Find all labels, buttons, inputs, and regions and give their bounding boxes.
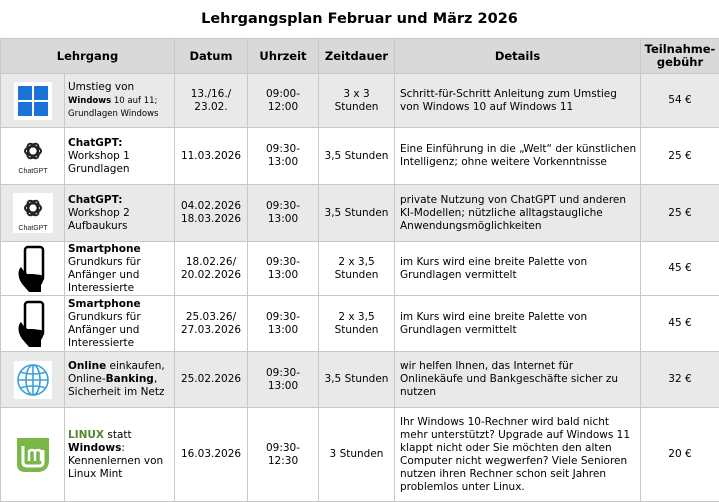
row-icon-cell <box>1 74 65 128</box>
course-name: Smartphone Grundkurs für Anfänger und Interessierte <box>65 242 175 296</box>
course-date: 04.02.2026 18.03.2026 <box>175 185 248 242</box>
course-time: 09:00-12:00 <box>248 74 319 128</box>
table-row <box>1 296 719 352</box>
course-duration: 3,5 Stunden <box>319 128 395 185</box>
course-fee: 54 € <box>641 74 719 128</box>
table-row <box>1 128 719 185</box>
course-details: Eine Einführung in die „Welt“ der künstlichen Intelligenz; ohne weitere Vorkenntnisse <box>395 128 641 185</box>
row-icon-cell <box>1 352 65 408</box>
smartphone-hand-icon <box>13 245 53 293</box>
row-icon-cell <box>1 296 65 352</box>
course-time: 09:30-13:00 <box>248 128 319 185</box>
table-row <box>1 74 719 128</box>
course-fee: 32 € <box>641 352 719 408</box>
course-date: 25.02.2026 <box>175 352 248 408</box>
course-fee: 25 € <box>641 185 719 242</box>
chatgpt-icon-label: ChatGPT <box>18 225 48 232</box>
course-time: 09:30-13:00 <box>248 242 319 296</box>
chatgpt-logo-icon <box>13 193 53 233</box>
row-icon-cell <box>1 128 65 185</box>
course-fee: 20 € <box>641 408 719 502</box>
course-date: 16.03.2026 <box>175 408 248 502</box>
table-row <box>1 408 719 502</box>
course-details: im Kurs wird eine breite Palette von Grundlagen vermittelt <box>395 242 641 296</box>
course-details: wir helfen Ihnen, das Internet für Onlinekäufe und Bankgeschäfte sicher zu nutzen <box>395 352 641 408</box>
course-details: Ihr Windows 10-Rechner wird bald nicht mehr unterstützt? Upgrade auf Windows 11 klappt nicht oder Sie möchten den alten Computer nicht wegwerfen? Viele Senioren nutzen ihren Rechner schon seit Jahren problemlos unter Linux. <box>395 408 641 502</box>
course-date: 25.03.26/ 27.03.2026 <box>175 296 248 352</box>
page-title: Lehrgangsplan Februar und März 2026 <box>0 0 719 38</box>
header-time: Uhrzeit <box>248 39 319 74</box>
header-duration: Zeitdauer <box>319 39 395 74</box>
table-row <box>1 185 719 242</box>
course-fee: 25 € <box>641 128 719 185</box>
row-icon-cell <box>1 408 65 502</box>
table-row <box>1 352 719 408</box>
course-date: 11.03.2026 <box>175 128 248 185</box>
header-fee: Teilnahme- gebühr <box>641 39 719 74</box>
course-duration: 2 x 3,5 Stunden <box>319 296 395 352</box>
chatgpt-logo-icon <box>13 136 53 176</box>
course-fee: 45 € <box>641 242 719 296</box>
course-name: LINUX statt Windows: Kennenlernen von Linux Mint <box>65 408 175 502</box>
course-table <box>0 38 719 502</box>
course-duration: 3 x 3 Stunden <box>319 74 395 128</box>
course-name: ChatGPT: Workshop 1 Grundlagen <box>65 128 175 185</box>
header-details: Details <box>395 39 641 74</box>
course-duration: 3,5 Stunden <box>319 185 395 242</box>
course-time: 09:30-13:00 <box>248 352 319 408</box>
course-name: Umstieg von Windows 10 auf 11; Grundlagen Windows <box>65 74 175 128</box>
course-date: 18.02.26/ 20.02.2026 <box>175 242 248 296</box>
row-icon-cell <box>1 185 65 242</box>
header-course: Lehrgang <box>1 39 175 74</box>
row-icon-cell <box>1 242 65 296</box>
course-duration: 3,5 Stunden <box>319 352 395 408</box>
course-details: Schritt-für-Schritt Anleitung zum Umstieg von Windows 10 auf Windows 11 <box>395 74 641 128</box>
course-duration: 3 Stunden <box>319 408 395 502</box>
course-name: Online einkaufen, Online-Banking, Sicherheit im Netz <box>65 352 175 408</box>
course-time: 09:30-13:00 <box>248 185 319 242</box>
course-name: Smartphone Grundkurs für Anfänger und Interessierte <box>65 296 175 352</box>
header-date: Datum <box>175 39 248 74</box>
course-details: private Nutzung von ChatGPT und anderen KI-Modellen; nützliche alltagstaugliche Anwendungsmöglichkeiten <box>395 185 641 242</box>
course-details: im Kurs wird eine breite Palette von Grundlagen vermittelt <box>395 296 641 352</box>
course-name: ChatGPT: Workshop 2 Aufbaukurs <box>65 185 175 242</box>
chatgpt-icon-label: ChatGPT <box>18 168 48 175</box>
table-row <box>1 242 719 296</box>
course-fee: 45 € <box>641 296 719 352</box>
course-date: 13./16./ 23.02. <box>175 74 248 128</box>
globe-icon <box>14 361 52 399</box>
smartphone-hand-icon <box>13 300 53 348</box>
course-time: 09:30-13:00 <box>248 296 319 352</box>
course-duration: 2 x 3,5 Stunden <box>319 242 395 296</box>
linux-mint-logo-icon <box>13 436 53 474</box>
course-time: 09:30-12:30 <box>248 408 319 502</box>
table-header-row <box>1 39 719 74</box>
windows-logo-icon <box>14 82 52 120</box>
